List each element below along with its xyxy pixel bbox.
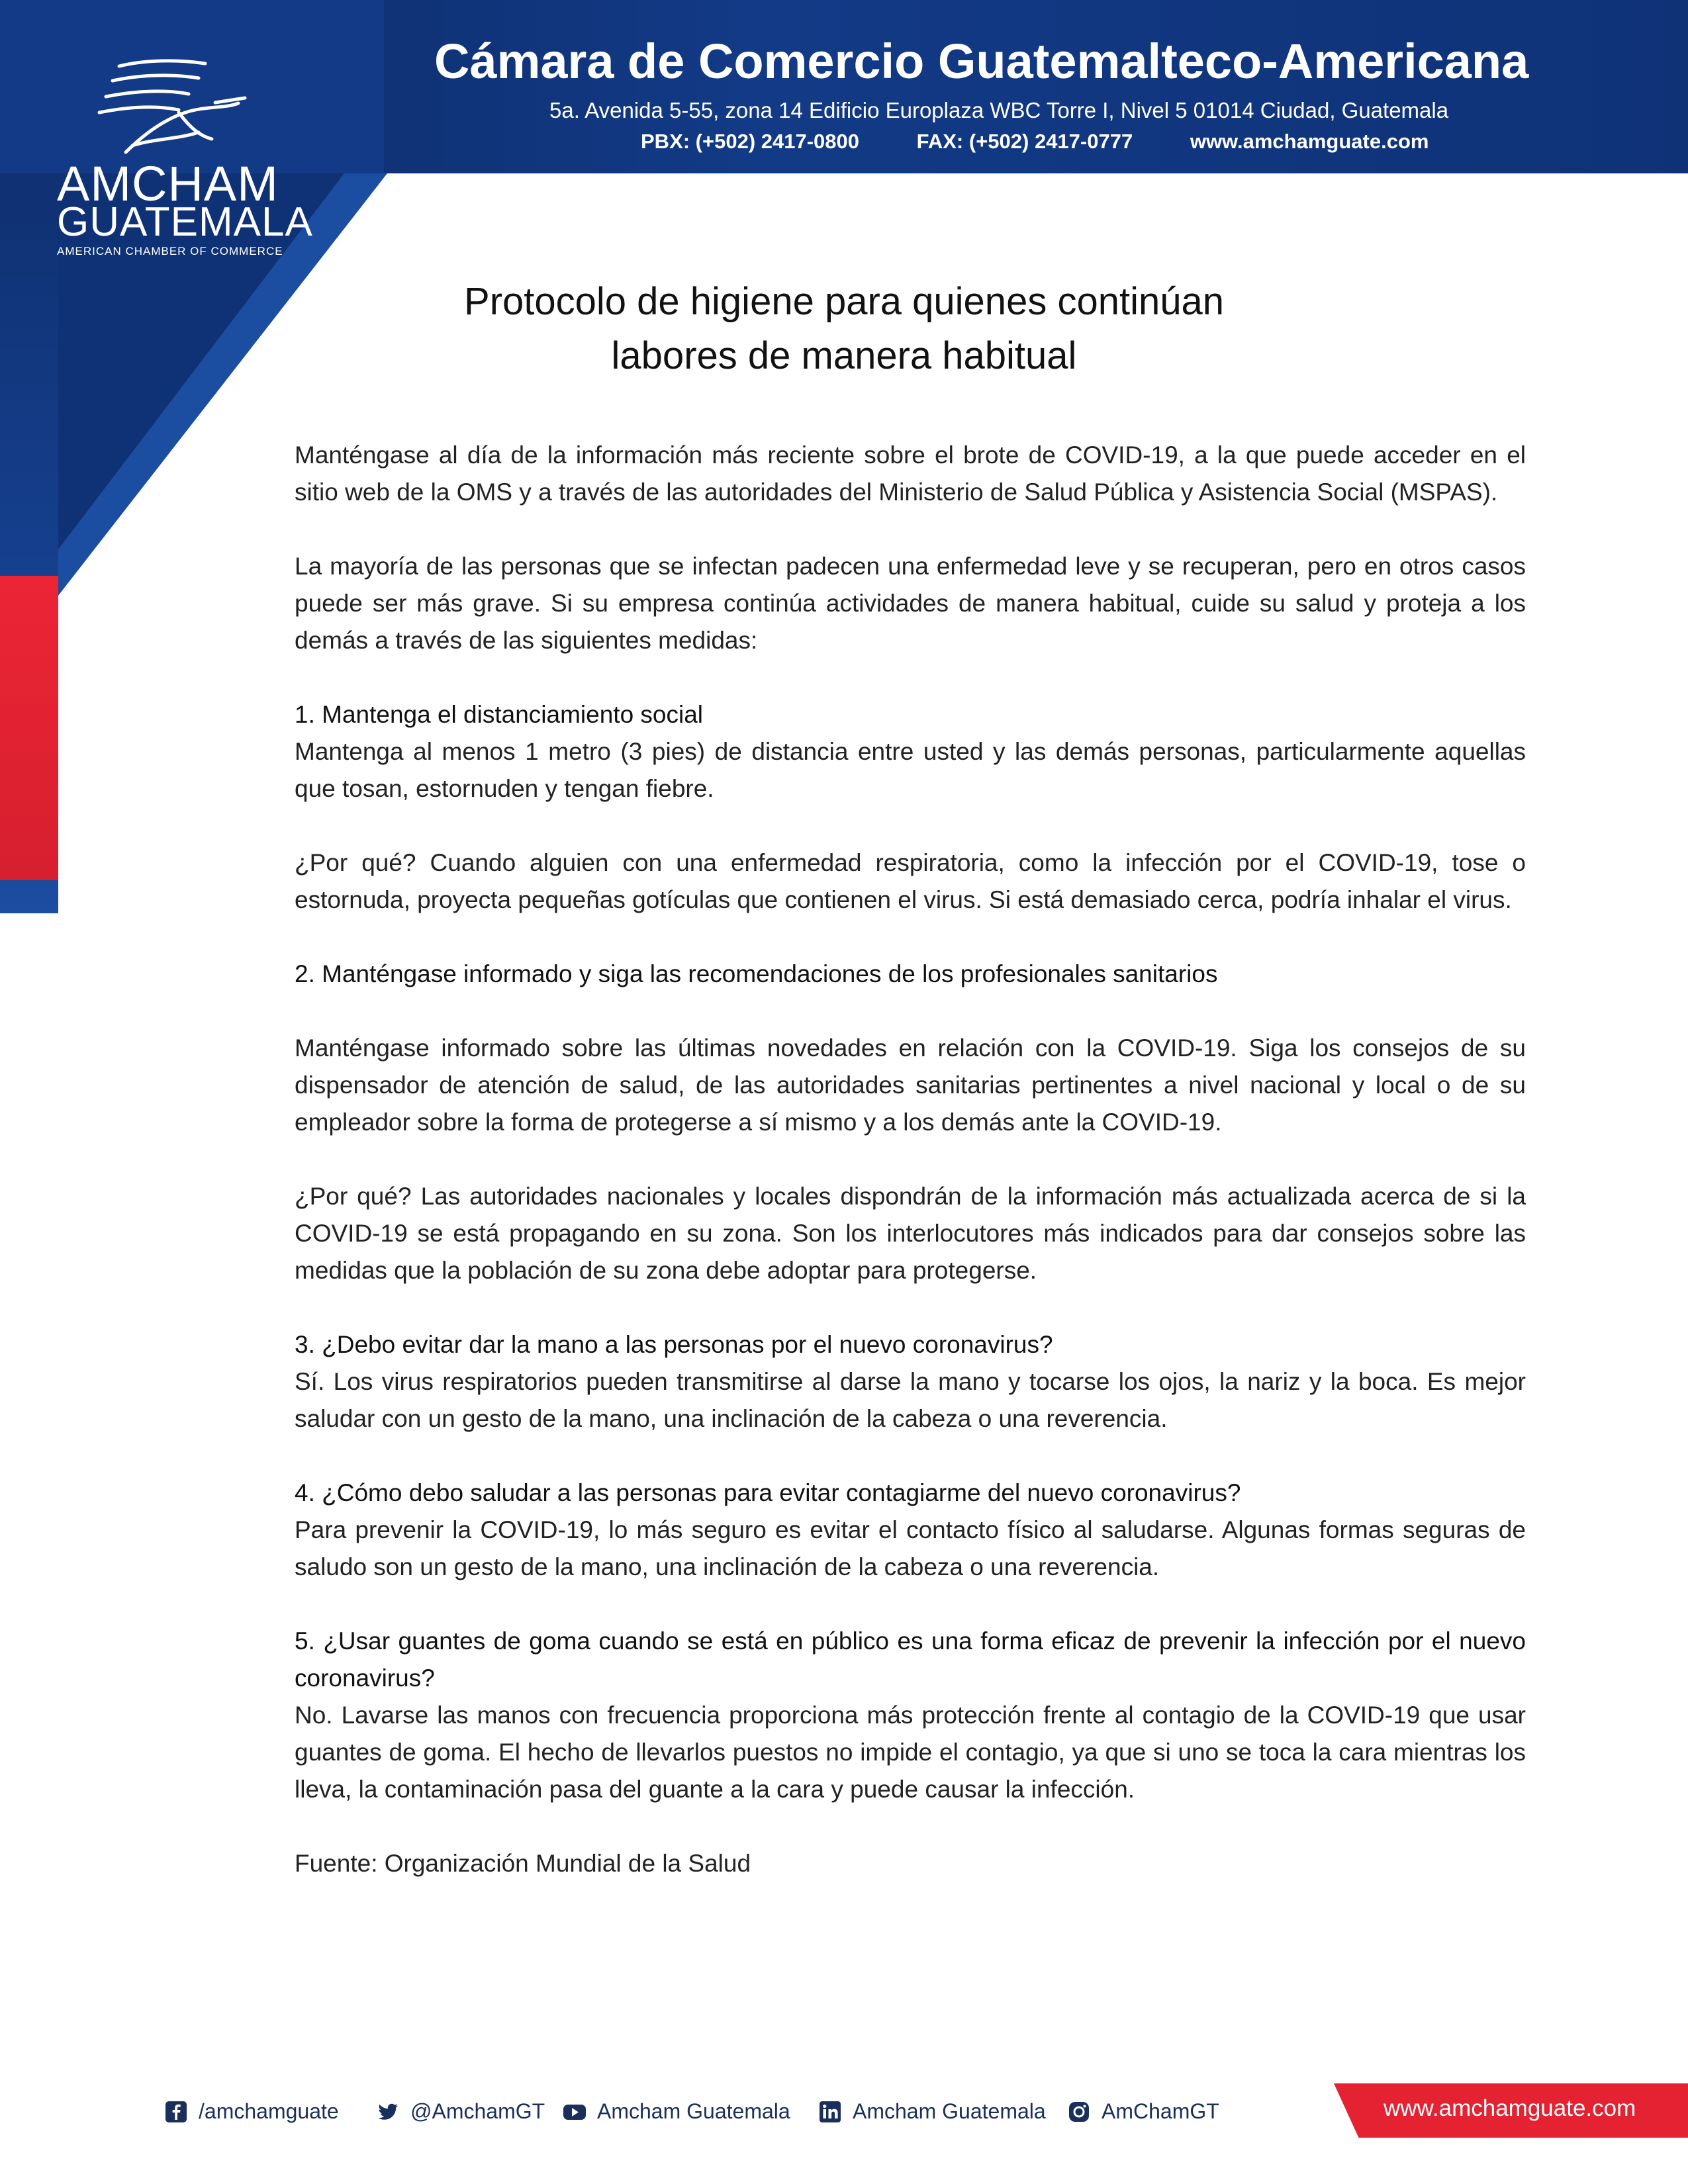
section-4-heading: 4. ¿Cómo debo saludar a las personas para evitar contagiarme del nuevo coronavirus? [295,1479,1241,1506]
instagram-handle: AmChamGT [1102,2099,1219,2123]
logo-tagline: AMERICAN CHAMBER OF COMMERCE [57,245,283,257]
pbx-number: PBX: (+502) 2417-0800 [641,130,860,153]
instagram-link[interactable] [1067,2099,1219,2124]
section-5-heading: 5. ¿Usar guantes de goma cuando se está en público es una forma eficaz de prevenir la infección por el nuevo coronavirus? [295,1627,1526,1692]
youtube-link[interactable] [563,2099,790,2124]
twitter-handle: @AmchamGT [410,2099,545,2123]
instagram-icon [1067,2100,1091,2124]
facebook-link[interactable] [164,2099,339,2124]
title-line-2: labores de manera habitual [611,334,1077,377]
section-2-heading: 2. Manténgase informado y siga las recomendaciones de los profesionales sanitarios [295,960,1218,987]
facebook-handle: /amchamguate [199,2099,339,2123]
linkedin-icon [818,2100,842,2124]
facebook-icon [164,2100,188,2124]
organization-address: 5a. Avenida 5-55, zona 14 Edificio Europlaza WBC Torre I, Nivel 5 01014 Ciudad, Guatemala [549,98,1449,122]
section-3-heading: 3. ¿Debo evitar dar la mano a las personas por el nuevo coronavirus? [295,1331,1053,1358]
footer-website-link[interactable]: www.amchamguate.com [1383,2095,1636,2121]
organization-contacts [641,130,1429,154]
twitter-icon [376,2100,400,2124]
twitter-link[interactable] [376,2099,545,2124]
section-2-why: ¿Por qué? Las autoridades nacionales y locales dispondrán de la información más actualizada acerca de si la COVID-19 se está propagando en su zona. Son los interlocutores más indicados para dar consejos sobre las medidas que la población de su zona debe adoptar para protegerse. [295,1183,1526,1284]
youtube-icon [563,2100,586,2124]
header-website[interactable]: www.amchamguate.com [1190,130,1429,153]
section-3-body: Sí. Los virus respiratorios pueden transmitirse al darse la mano y tocarse los ojos, la nariz y la boca. Es mejor saludar con un gesto de la mano, una inclinación de la cabeza o una reverencia. [295,1368,1526,1432]
section-1-body: Mantenga al menos 1 metro (3 pies) de distancia entre usted y las demás personas, particularmente aquellas que tosan, estornuden y tengan fiebre. [295,738,1526,802]
linkedin-page: Amcham Guatemala [853,2099,1046,2123]
logo-amcham: AMCHAM [57,156,279,211]
section-1-why: ¿Por qué? Cuando alguien con una enfermedad respiratoria, como la infección por el COVID-19, tose o estornuda, proyecta pequeñas gotículas que contienen el virus. Si está demasiado cerca, podría inhalar el virus. [295,849,1526,913]
linkedin-link[interactable] [818,2099,1046,2124]
logo-guatemala: GUATEMALA [57,199,313,245]
intro-paragraph-1: Manténgase al día de la información más reciente sobre el brote de COVID-19, a la que puede acceder en el sitio web de la OMS y a través de las autoridades del Ministerio de Salud Pública y Asistencia Social (MSPAS). [295,441,1526,506]
section-2-body: Manténgase informado sobre las últimas novedades en relación con la COVID-19. Siga los consejos de su dispensador de atención de salud, de las autoridades sanitarias pertinentes a nivel nacional y local o de su empleador sobre la forma de protegerse a sí mismo y a los demás ante la COVID-19. [295,1034,1526,1136]
title-line-1: Protocolo de higiene para quienes continúan [464,280,1224,323]
youtube-channel: Amcham Guatemala [597,2099,790,2123]
section-4-body: Para prevenir la COVID-19, lo más seguro es evitar el contacto físico al saludarse. Algunas formas seguras de saludo son un gesto de la mano, una inclinación de la cabeza o una reverencia. [295,1516,1526,1580]
left-red-stripe [0,576,58,880]
section-2-spacer [295,993,1526,1030]
intro-paragraph-2: La mayoría de las personas que se infectan padecen una enfermedad leve y se recuperan, pero en otros casos puede ser más grave. Si su empresa continúa actividades de manera habitual, cuide su salud y proteja a los demás a través de las siguientes medidas: [295,553,1526,654]
source-note: Fuente: Organización Mundial de la Salud [295,1850,751,1877]
organization-name: Cámara de Comercio Guatemalteco-Americana [434,34,1529,89]
fax-number: FAX: (+502) 2417-0777 [916,130,1133,153]
document-title [371,275,1317,383]
document-body [295,437,1526,1919]
section-5-body: No. Lavarse las manos con frecuencia proporciona más protección frente al contagio de la COVID-19 que usar guantes de goma. El hecho de llevarlos puestos no impide el contagio, ya que si uno se toca la cara mientras los lleva, la contaminación pasa del guante a la cara y puede causar la infección. [295,1702,1526,1803]
section-1-heading: 1. Mantenga el distanciamiento social [295,701,704,728]
